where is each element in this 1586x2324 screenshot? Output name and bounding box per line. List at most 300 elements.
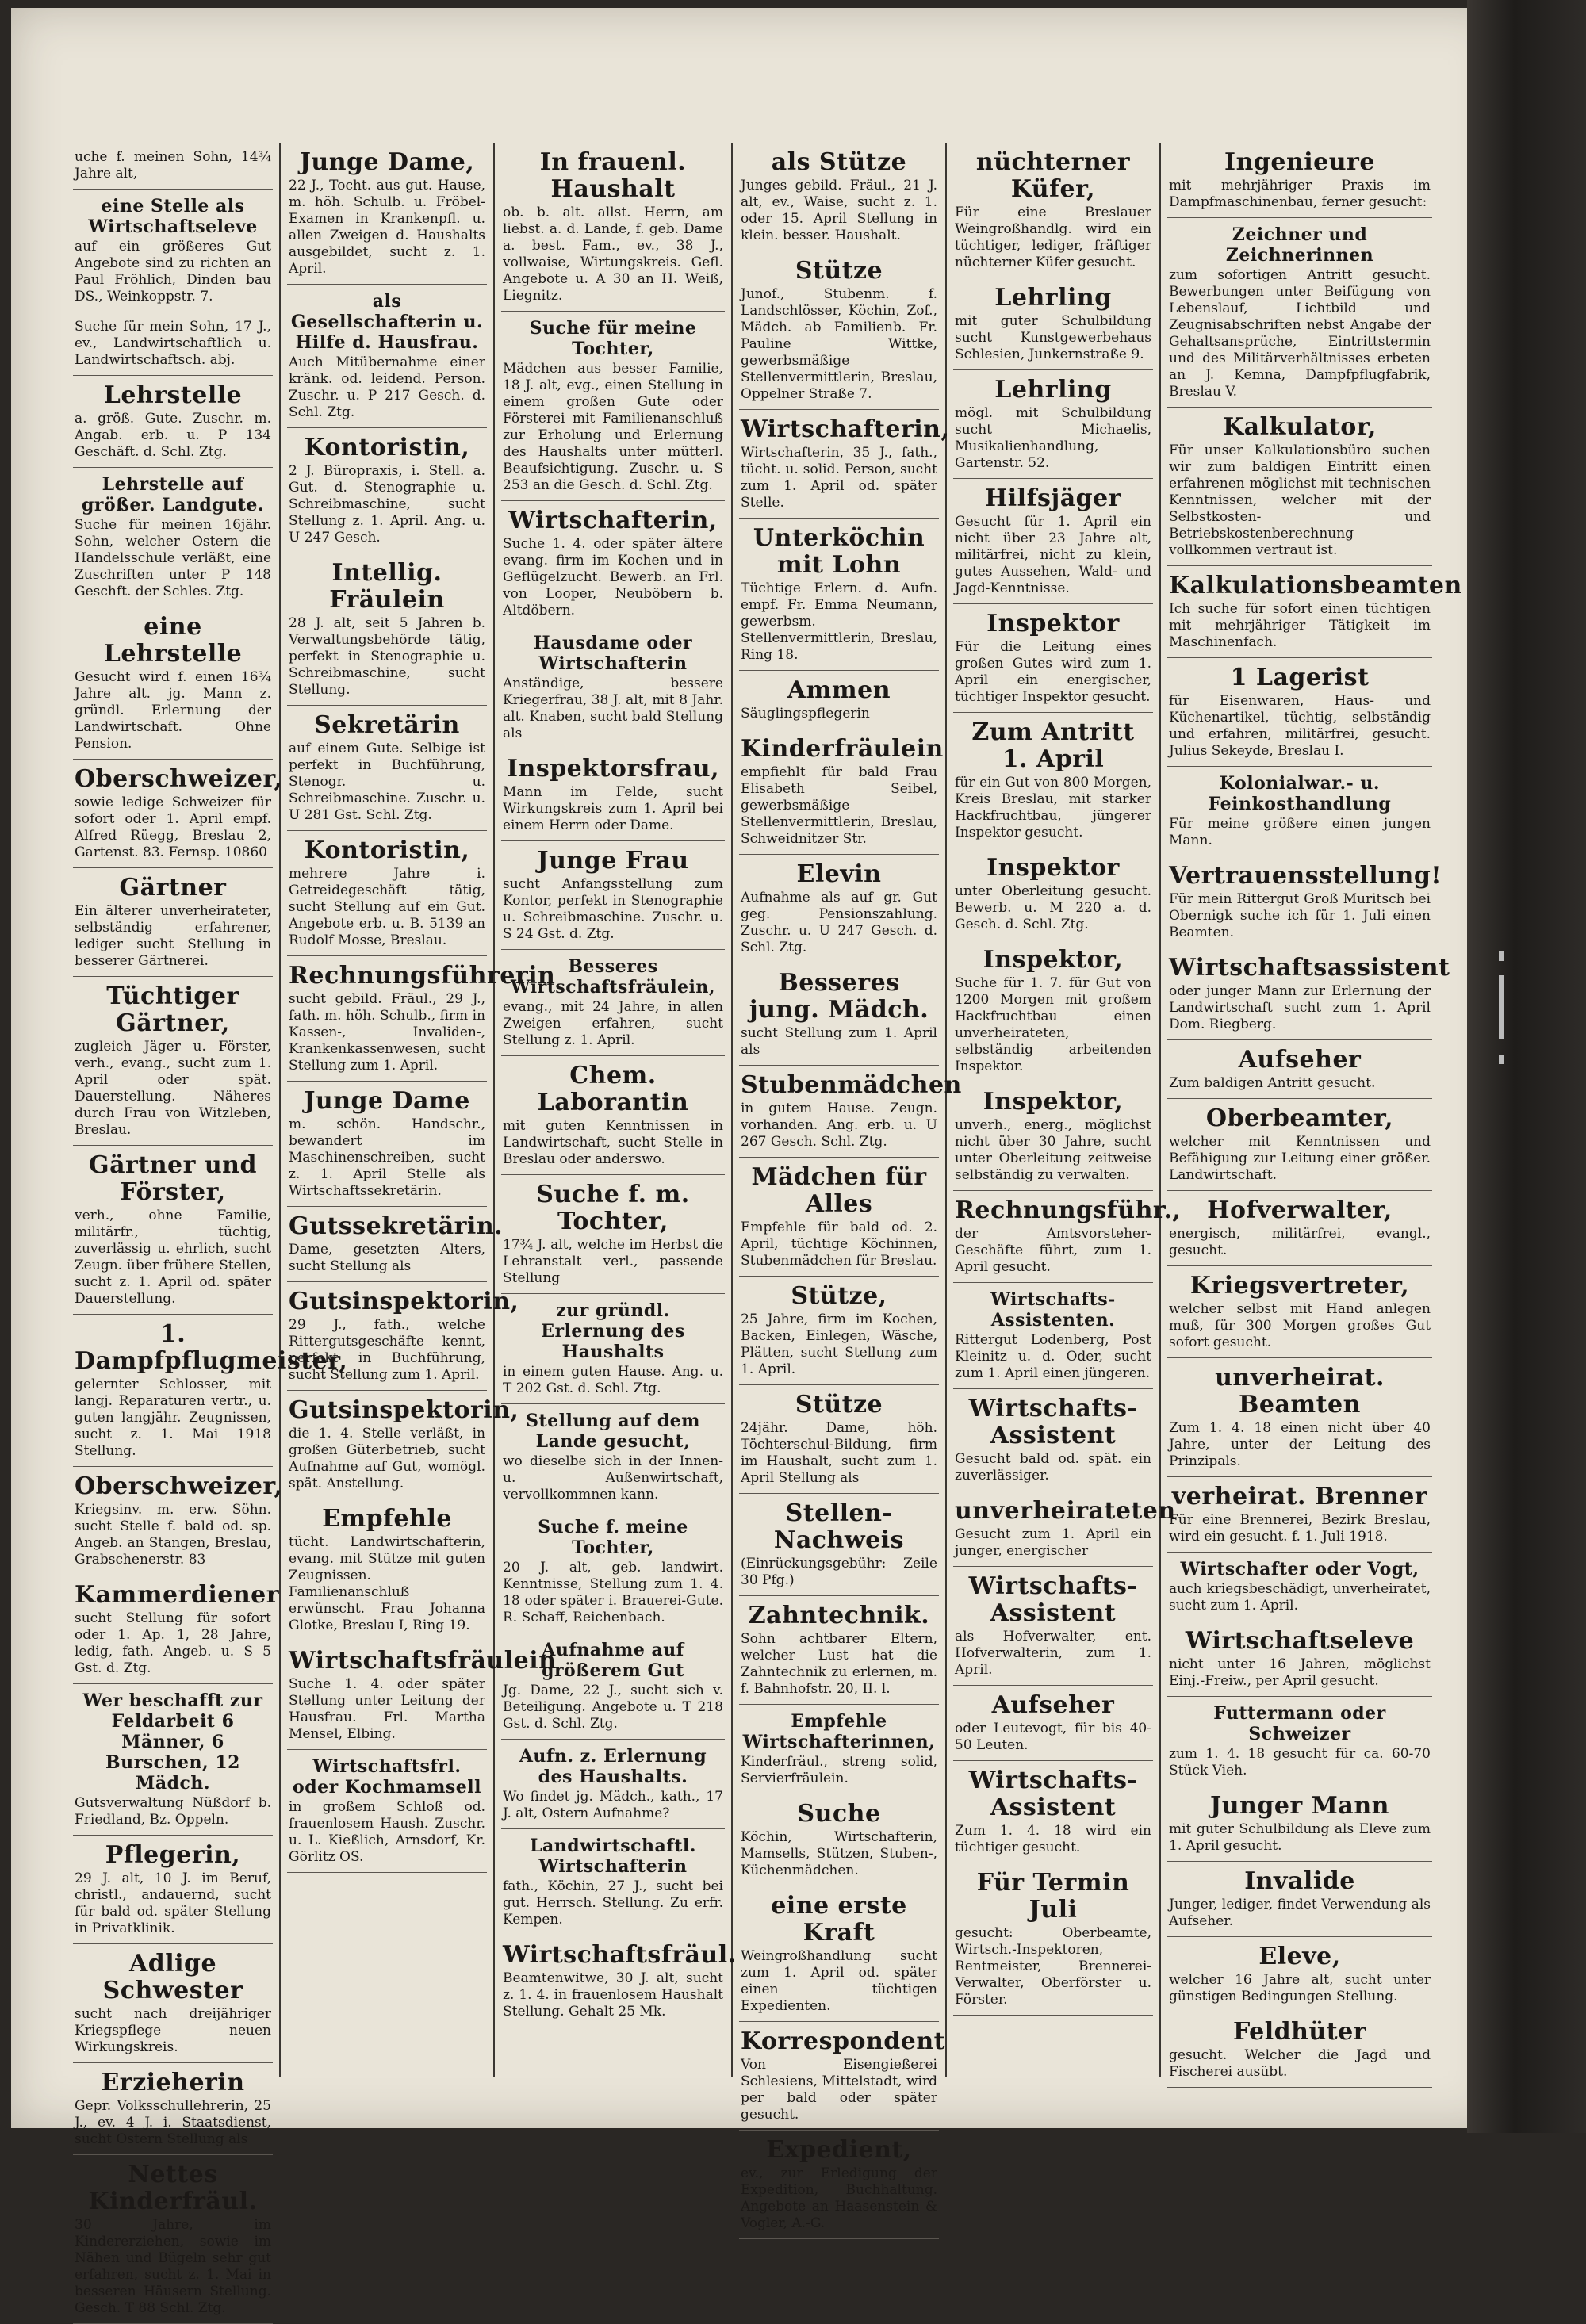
classified-ad [287, 143, 487, 285]
ad-body: Junges gebild. Fräul., 21 J. alt, ev., Waise, sucht z. 1. oder 15. April Stellung in klein. besser. Haushalt. [741, 178, 937, 243]
ad-body: wo dieselbe sich in der Innen- u. Außenwirtschaft, vervollkommnen kann. [503, 1453, 723, 1503]
ad-heading: Rechnungsführerin [289, 962, 556, 990]
ad-heading: 1 Lagerist [1230, 664, 1370, 691]
ad-body: verh., ohne Familie, militärfr., tüchtig, zuverlässig u. ehrlich, sucht Zeugn. über frühere Stellen, sucht z. 1. April od. später Dauerstellung. [75, 1208, 271, 1307]
ad-heading: als Stütze [771, 148, 907, 176]
ad-heading: Pflegerin, [105, 1841, 241, 1869]
ad-heading: Hilfsjäger [984, 484, 1122, 512]
ad-heading: Gutsinspektorin, [289, 1396, 519, 1424]
classified-ad [1167, 1697, 1432, 1786]
classified-ad [739, 1705, 939, 1794]
ad-body: sowie ledige Schweizer für sofort oder 1. April empf. Alfred Rüegg, Breslau 2, Gartenst. 83. Fernsp. 10860 [75, 794, 271, 860]
ad-body: sucht Stellung zum 1. April als [741, 1025, 937, 1058]
ad-heading: Wirtschaftsfrl. oder Kochmamsell [293, 1756, 481, 1798]
ad-heading: Suche für meine Tochter, [529, 318, 697, 359]
ad-heading: Suche f. m. Tochter, [536, 1181, 690, 1235]
newspaper-page [11, 8, 1500, 2316]
ad-body: Suche 1. 4. oder später ältere evang. firm im Kochen und in Geflügelzucht. Bewerb. an Frl. von Looper, Neuböbern b. Altdöbern. [503, 536, 723, 618]
ad-heading: Expedient, [766, 2136, 912, 2164]
ad-heading: Empfehle Wirtschafterinnen, [742, 1711, 936, 1752]
ad-body: die 1. 4. Stelle verläßt, in großen Güterbetrieb, sucht Aufnahme auf Gut, womögl. spät. Anstellung. [289, 1426, 485, 1491]
ad-heading: Mädchen für Alles [751, 1163, 927, 1218]
classified-ad [287, 831, 487, 956]
ad-heading: Stubenmädchen [741, 1071, 962, 1099]
ad-heading: Nettes Kinderfräul. [88, 2161, 258, 2215]
ad-heading: Feldhüter [1233, 2018, 1366, 2046]
classified-ad [501, 749, 725, 841]
ad-heading: unverheirat. Beamten [1215, 1364, 1385, 1419]
ad-heading: Tüchtiger Gärtner, [106, 982, 239, 1037]
ad-heading: Junge Dame, [299, 148, 475, 176]
ad-heading: Wirtschafter oder Vogt, [1180, 1559, 1419, 1579]
ad-body: m. schön. Handschr., bewandert im Maschinenschreiben, sucht z. 1. April Stelle als Wirtschaftssekretärin. [289, 1116, 485, 1199]
classified-ad [739, 729, 944, 855]
column-4 [733, 143, 962, 2231]
ad-body: Mann im Felde, sucht Wirkungskreis zum 1. April bei einem Herrn oder Dame. [503, 784, 723, 833]
ad-heading: Zum Antritt 1. April [971, 718, 1135, 773]
classified-ad [1167, 566, 1462, 658]
classified-ad [953, 479, 1153, 604]
ad-body: 29 J., fath., welche Rittergutsgeschäfte kennt, perfekt in Buchführung, sucht Stellung zum 1. April. [289, 1317, 485, 1383]
column-1 [67, 143, 348, 2316]
ad-heading: Wirtschafts-Assistent [968, 1572, 1138, 1627]
ad-heading: Kinderfräulein [741, 735, 944, 763]
ad-heading: Gutssekretärin. [289, 1212, 504, 1240]
ad-heading: Besseres jung. Mädch. [749, 969, 929, 1024]
classified-ad [739, 1596, 939, 1705]
ad-body: oder Leutevogt, für bis 40-50 Leuten. [955, 1721, 1151, 1753]
classified-ad [953, 1283, 1153, 1389]
ad-heading: Lehrling [994, 284, 1112, 312]
ad-heading: Korrespondent [741, 2027, 946, 2055]
ad-body: Beamtenwitwe, 30 J. alt, sucht z. 1. 4. in frauenlosem Haushalt Stellung. Gehalt 25 Mk. [503, 1970, 723, 2020]
classified-ad [1167, 1099, 1432, 1191]
classified-ad [73, 143, 273, 190]
classified-ad [1167, 1191, 1432, 1266]
classified-ad [1167, 2012, 1432, 2088]
classified-ad [953, 1389, 1153, 1491]
classified-ad [73, 1836, 273, 1944]
ad-heading: Gärtner und Förster, [89, 1151, 257, 1206]
ad-heading: Wer beschafft zur Feldarbeit 6 Männer, 6 Burschen, 12 Mädch. [82, 1690, 263, 1794]
ad-body: Suche 1. 4. oder später Stellung unter Leitung der Hausfrau. Frl. Martha Mensel, Elbing. [289, 1676, 485, 1742]
ad-heading: nüchterner Küfer, [975, 148, 1131, 203]
ad-body: sucht nach dreijähriger Kriegspflege neuen Wirkungskreis. [75, 2006, 271, 2055]
classified-ad [953, 278, 1153, 370]
classified-ad [1167, 1786, 1432, 1862]
classified-ad [287, 285, 487, 428]
ad-body: mit guten Kenntnissen in Landwirtschaft, sucht Stelle in Breslau oder anderswo. [503, 1118, 723, 1167]
ad-body: tücht. Landwirtschafterin, evang. mit Stütze mit guten Zeugnissen. Familienanschluß erwünscht. Frau Johanna Glotke, Breslau I, Ring 19. [289, 1534, 485, 1633]
classified-ad [739, 143, 939, 251]
classified-ad [953, 1761, 1153, 1863]
ad-body: Zum 1. 4. 18 wird ein tüchtiger gesucht. [955, 1823, 1151, 1855]
ad-body: als Hofverwalter, ent. Hofverwalterin, zum 1. April. [955, 1629, 1151, 1678]
ad-heading: Junger Mann [1210, 1792, 1389, 1820]
ad-heading: Lehrling [994, 376, 1112, 404]
ad-heading: Invalide [1244, 1867, 1355, 1895]
ad-body: Zum 1. 4. 18 einen nicht über 40 Jahre, unter der Leitung des Prinzipals. [1169, 1420, 1431, 1469]
ad-body: 30 Jahre, im Kindererziehen, sowie im Nähen und Bügeln sehr gut erfahren, sucht z. 1. Mai in besseren Häusern Stellung. Gesch. T 88 Schl. Ztg. [75, 2217, 271, 2316]
ad-body: 25 Jahre, firm im Kochen, Backen, Einlegen, Wäsche, Plätten, sucht Stellung zum 1. April. [741, 1311, 937, 1377]
column-5 [947, 143, 1182, 2077]
ad-body: Ein älterer unverheirateter, selbständig erfahrener, lediger sucht Stellung in besserer Gärtnerei. [75, 903, 271, 969]
ad-heading: Wirtschaftsfräul. [503, 1941, 737, 1969]
ad-body: a. größ. Gute. Zuschr. m. Angab. erb. u. P 134 Geschäft. d. Schl. Ztg. [75, 411, 271, 460]
ad-heading: Kalkulationsbeamten [1169, 572, 1462, 599]
ad-heading: Suche [797, 1800, 881, 1828]
classified-ad [739, 1794, 939, 1886]
ad-body: Tüchtige Erlern. d. Aufn. empf. Fr. Emma Neumann, gewerbsm. Stellenvermittlerin, Breslau, Ring 18. [741, 580, 937, 663]
ad-body: Gesucht bald od. spät. ein zuverlässiger. [955, 1451, 1151, 1484]
classified-ad [739, 1158, 939, 1277]
classified-ad [953, 143, 1153, 278]
ad-body: Von Eisengießerei Schlesiens, Mittelstadt, wird per bald oder später gesucht. [741, 2057, 937, 2123]
ad-heading: Erzieherin [101, 2069, 245, 2096]
classified-ad [953, 1491, 1176, 1567]
ad-heading: 1. Dampfpflugmeister, [75, 1320, 348, 1375]
classified-ad [287, 1282, 519, 1391]
ad-body: mit mehrjähriger Praxis im Dampfmaschinenbau, ferner gesucht: [1169, 178, 1431, 210]
classified-ad [1167, 658, 1432, 767]
classified-ad [739, 1886, 939, 2022]
classified-ad [73, 1467, 283, 1575]
ad-body: 20 J. alt, geb. landwirt. Kenntnisse, Stellung zum 1. 4. 18 oder später i. Brauerei-Gute. R. Schaff, Reichenbach. [503, 1560, 723, 1625]
ad-body: oder junger Mann zur Erlernung der Landwirtschaft sucht zum 1. April Dom. Riegberg. [1169, 983, 1431, 1032]
classified-ads-grid [67, 143, 1462, 2316]
ad-body: Für mein Rittergut Groß Muritsch bei Obernigk suche ich für 1. Juli einen Beamten. [1169, 891, 1431, 940]
classified-ad [1167, 1040, 1432, 1099]
ad-heading: Wirtschafts-Assistent [968, 1395, 1138, 1449]
classified-ad [287, 706, 487, 831]
ad-body: mögl. mit Schulbildung sucht Michaelis, Musikalienhandlung, Gartenstr. 52. [955, 405, 1151, 471]
classified-ad [1167, 856, 1442, 948]
ad-body: sucht Anfangsstellung zum Kontor, perfekt in Stenographie u. Schreibmaschine. Zuschr. u. S 24 Gst. d. Ztg. [503, 876, 723, 942]
ad-heading: Hofverwalter, [1207, 1196, 1393, 1224]
ad-heading: Inspektor [986, 610, 1120, 637]
ad-body: nicht unter 16 Jahren, möglichst Einj.-Freiw., per April gesucht. [1169, 1656, 1431, 1689]
ad-heading: Empfehle [322, 1505, 452, 1533]
ad-body: 17¾ J. alt, welche im Herbst die Lehranstalt verl., passende Stellung [503, 1237, 723, 1286]
classified-ad [1167, 1862, 1432, 1937]
ad-heading: Inspektor [986, 854, 1120, 882]
ad-body: Für meine größere einen jungen Mann. [1169, 816, 1431, 848]
column-3 [495, 143, 737, 2077]
ad-body: Für eine Brennerei, Bezirk Breslau, wird ein gesucht. f. 1. Juli 1918. [1169, 1512, 1431, 1545]
ad-body: Dame, gesetzten Alters, sucht Stellung als [289, 1242, 485, 1274]
ad-body: der Amtsvorsteher-Geschäfte führt, zum 1. April gesucht. [955, 1226, 1151, 1275]
classified-ad [953, 1191, 1182, 1283]
ad-heading: Für Termin Juli [976, 1869, 1130, 1924]
classified-ad [501, 143, 725, 312]
classified-ad [287, 1391, 519, 1499]
ad-body: fath., Köchin, 27 J., sucht bei gut. Herrsch. Stellung. Zu erfr. Kempen. [503, 1878, 723, 1928]
ad-body: mehrere Jahre i. Getreidegeschäft tätig, sucht Stellung auf ein Gut. Angebote erb. u. B. 5139 an Rudolf Mosse, Breslau. [289, 866, 485, 948]
ad-body: Gesucht wird f. einen 16¾ Jahre alt. jg. Mann z. gründl. Erlernung der Landwirtschaft. Ohne Pension. [75, 669, 271, 752]
ad-body: gesucht: Oberbeamte, Wirtsch.-Inspektoren, Rentmeister, Brennerei-Verwalter, Oberförster u. Förster. [955, 1925, 1151, 2008]
ad-heading: In frauenl. Haushalt [539, 148, 687, 203]
ad-body: empfiehlt für bald Frau Elisabeth Seibel, gewerbsmäßige Stellenvermittlerin, Breslau, Schweidnitzer Str. [741, 764, 937, 847]
ad-body: unter Oberleitung gesucht. Bewerb. u. M 220 a. d. Gesch. d. Schl. Ztg. [955, 883, 1151, 932]
ad-heading: zur gründl. Erlernung des Haushalts [541, 1300, 685, 1362]
ad-heading: Stellen-Nachweis [773, 1499, 905, 1554]
ad-body: zum 1. 4. 18 gesucht für ca. 60-70 Stück Vieh. [1169, 1746, 1431, 1778]
ad-heading: Kontoristin, [304, 837, 470, 864]
classified-ad [1167, 143, 1432, 218]
classified-ad [739, 963, 939, 1066]
classified-ad [739, 671, 939, 729]
ad-heading: Chem. Laborantin [537, 1062, 689, 1116]
classified-ad [287, 956, 556, 1082]
ad-body: auf einem Gute. Selbige ist perfekt in Buchführung, Stenogr. u. Schreibmaschine. Zuschr. u. U 281 Gst. Schl. Ztg. [289, 741, 485, 823]
ad-heading: Kriegsvertreter, [1190, 1272, 1410, 1300]
ad-body: 2 J. Büropraxis, i. Stell. a. Gut. d. Stenographie u. Schreibmaschine, sucht Stellung z. 1. April. Ang. u. U 247 Gesch. [289, 463, 485, 546]
spine-mark [1499, 975, 1504, 1039]
ad-body: auch kriegsbeschädigt, unverheiratet, sucht zum 1. April. [1169, 1581, 1431, 1614]
classified-ad [73, 760, 283, 868]
ad-body: Suche für 1. 7. für Gut von 1200 Morgen mit großem Hackfruchtbau einen unverheirateten, selbständig arbeitenden Inspektor. [955, 975, 1151, 1074]
classified-ad [501, 1056, 725, 1175]
ad-heading: Adlige Schwester [102, 1950, 243, 2004]
ad-heading: Wirtschafterin, [741, 415, 950, 443]
ad-body: gelernter Schlosser, mit langj. Reparaturen vertr., u. guten langjähr. Zeugnissen, sucht z. 1. Mai 1918 Stellung. [75, 1376, 271, 1459]
ad-heading: Besseres Wirtschaftsfräulein, [510, 956, 716, 997]
ad-body: Aufnahme als auf gr. Gut geg. Pensionszahlung. Zuschr. u. U 247 Gesch. d. Schl. Ztg. [741, 890, 937, 955]
ad-heading: Zeichner und Zeichnerinnen [1225, 224, 1374, 266]
ad-body: Jg. Dame, 22 J., sucht sich v. Beteiligung. Angebote u. T 218 Gst. d. Schl. Ztg. [503, 1683, 723, 1732]
classified-ad [73, 190, 273, 312]
ad-body: zum sofortigen Antritt gesucht. Bewerbungen unter Beifügung von Lebenslauf, Lichtbild und Zeugnisabschriften nebst Angabe der Gehaltsansprüche, Eintrittstermin und des Militärverhältnisses erbeten an J. Kemna, Dampfpflugfabrik, Breslau V. [1169, 267, 1431, 400]
classified-ad [73, 2063, 273, 2155]
classified-ad [501, 1633, 725, 1740]
classified-ad [953, 1686, 1153, 1761]
classified-ad [1167, 1477, 1432, 1553]
ad-body: Wirtschafterin, 35 J., fath., tücht. u. solid. Person, sucht zum 1. April od. später Stelle. [741, 445, 937, 511]
ad-heading: Aufn. z. Erlernung des Haushalts. [519, 1746, 707, 1787]
ad-body: Suche für mein Sohn, 17 J., ev., Landwirtschaftlich u. Landwirtschaftsch. abj. [75, 319, 271, 368]
ad-body: sucht Stellung für sofort oder 1. Ap. 1, 28 Jahre, ledig, fath. Angeb. u. S 5 Gst. d. Ztg. [75, 1610, 271, 1676]
classified-ad [501, 841, 725, 950]
classified-ad [287, 1641, 557, 1750]
classified-ad [501, 501, 725, 626]
ad-body: energisch, militärfrei, evangl., gesucht. [1169, 1226, 1431, 1258]
ad-heading: Elevin [796, 860, 882, 888]
classified-ad [739, 2022, 946, 2131]
classified-ad [739, 1277, 939, 1385]
ad-body: 22 J., Tocht. aus gut. Hause, m. höh. Schulb. u. Fröbel-Examen in Krankenpfl. u. allen Zweigen d. Haushalts ausgebildet, sucht z. 1. April. [289, 178, 485, 277]
ad-heading: eine Stelle als Wirtschaftseleve [88, 196, 258, 237]
ad-heading: Aufseher [991, 1691, 1115, 1719]
classified-ad [953, 1863, 1153, 2016]
ad-body: mit guter Schulbildung sucht Kunstgewerbehaus Schlesien, Junkernstraße 9. [955, 313, 1151, 362]
ad-heading: Inspektorsfrau, [506, 755, 720, 783]
classified-ad [1167, 408, 1432, 566]
ad-body: uche f. meinen Sohn, 14¾ Jahre alt, [75, 149, 271, 182]
ad-body: Mädchen aus besser Familie, 18 J. alt, evg., einen Stellung in einem großen Gute oder Försterei mit Familienanschluß zur Erholung und Erlernung des Haushalts unter mütterl. Beaufsichtigung. Zuschr. u. S 253 an die Gesch. d. Schl. Ztg. [503, 361, 723, 493]
ad-heading: Oberschweizer, [75, 1472, 283, 1500]
ad-heading: verheirat. Brenner [1171, 1483, 1428, 1510]
classified-ad [501, 1294, 725, 1404]
classified-ad [501, 1740, 725, 1829]
ad-body: Säuglingspflegerin [741, 706, 870, 722]
ad-heading: Wirtschafterin, [508, 507, 718, 534]
ad-heading: Aufnahme auf größerem Gut [542, 1640, 684, 1681]
classified-ad [287, 553, 487, 706]
ad-body: Kriegsinv. m. erw. Söhn. sucht Stelle f. bald od. sp. Angeb. an Stangen, Breslau, Grabschenerstr. 83 [75, 1502, 271, 1568]
classified-ad [501, 312, 725, 501]
classified-ad [287, 1499, 487, 1641]
classified-ad [73, 1575, 280, 1684]
ad-body: 29 J. alt, 10 J. im Beruf, christl., andauernd, sucht für bald od. später Stellung in Privatklinik. [75, 1870, 271, 1936]
ad-heading: als Gesellschafterin u. Hilfe d. Hausfrau. [290, 291, 484, 353]
classified-ad [953, 370, 1153, 479]
ad-heading: Eleve, [1258, 1943, 1341, 1970]
ad-body: zugleich Jäger u. Förster, verh., evang., sucht zum 1. April oder spät. Dauerstellung. Näheres durch Frau von Witzleben, Breslau. [75, 1039, 271, 1138]
classified-ad [501, 1404, 725, 1510]
book-spine [1467, 0, 1586, 2133]
ad-body: Rittergut Lodenberg, Post Kleinitz u. d. Oder, sucht zum 1. April einen jüngeren. [955, 1332, 1151, 1381]
ad-heading: Wirtschaftsassistent [1169, 954, 1450, 982]
classified-ad [739, 251, 939, 410]
ad-heading: Unterköchin mit Lohn [753, 524, 925, 579]
ad-heading: eine erste Kraft [771, 1892, 907, 1947]
ad-heading: Junge Dame [304, 1087, 470, 1115]
ad-body: 24jähr. Dame, höh. Töchterschul-Bildung, firm im Haushalt, sucht zum 1. April Stellung als [741, 1420, 937, 1486]
ad-heading: Stellung auf dem Lande gesucht, [526, 1411, 700, 1452]
ad-body: welcher mit Kenntnissen und Befähigung zur Leitung einer größer. Landwirtschaft. [1169, 1134, 1431, 1183]
classified-ad [73, 607, 273, 760]
ad-body: Weingroßhandlung sucht zum 1. April od. später einen tüchtigen Expedienten. [741, 1948, 937, 2014]
ad-body: Sohn achtbarer Eltern, welcher Lust hat die Zahntechnik zu erlernen, m. f. Bahnhofstr. 20, II. l. [741, 1631, 937, 1697]
ad-body: für ein Gut von 800 Morgen, Kreis Breslau, mit starker Hackfruchtbau, jüngerer Inspektor gesucht. [955, 775, 1151, 840]
classified-ad [953, 1082, 1153, 1191]
classified-ad [1167, 218, 1432, 408]
classified-ad [73, 868, 273, 977]
classified-ad [953, 940, 1153, 1082]
classified-ad [73, 977, 273, 1146]
classified-ad [1167, 948, 1450, 1040]
classified-ad [953, 604, 1153, 713]
ad-body: ev., zur Erledigung der Expedition, Buchhaltung. Angebote an Haasenstein & Vogler, A.-G. [741, 2165, 937, 2231]
ad-body: unverh., energ., möglichst nicht über 30 Jahre, sucht unter Oberleitung zeitweise selbständig zu verwalten. [955, 1117, 1151, 1183]
ad-body: in gutem Hause. Zeugn. vorhanden. Ang. erb. u. U 267 Gesch. Schl. Ztg. [741, 1101, 937, 1150]
ad-heading: Stütze, [791, 1282, 887, 1310]
classified-ad [1167, 1937, 1432, 2012]
classified-ad [287, 428, 487, 553]
classified-ad [73, 1315, 348, 1467]
ad-heading: Lehrstelle auf größer. Landgute. [81, 474, 265, 515]
ad-body: Für unser Kalkulationsbüro suchen wir zum baldigen Eintritt einen erfahrenen möglichst mit technischen Kenntnissen, welcher mit der Selbstkosten- und Betriebskostenberechnung vollkommen vertraut ist. [1169, 442, 1431, 558]
ad-heading: Rechnungsführ., [955, 1196, 1182, 1224]
ad-body: Köchin, Wirtschafterin, Mamsells, Stützen, Stuben-, Küchenmädchen. [741, 1829, 937, 1878]
ad-heading: Gutsinspektorin, [289, 1288, 519, 1315]
ad-body: Anständige, bessere Kriegerfrau, 38 J. alt, mit 8 Jahr. alt. Knaben, sucht bald Stellung als [503, 676, 723, 741]
ad-body: Suche für meinen 16jähr. Sohn, welcher Ostern die Handelsschule verläßt, eine Zuschriften unter P 148 Geschft. der Schles. Ztg. [75, 517, 271, 599]
classified-ad [1167, 1358, 1432, 1477]
ad-body: welcher selbst mit Hand anlegen muß, für 300 Morgen großes Gut sofort gesucht. [1169, 1301, 1431, 1350]
ad-heading: Kammerdiener [75, 1581, 280, 1609]
ad-heading: Kolonialwar.- u. Feinkosthandlung [1208, 773, 1392, 814]
ad-body: 28 J. alt, seit 5 Jahren b. Verwaltungsbehörde tätig, perfekt in Stenographie u. Schreibmaschine, sucht Stellung. [289, 615, 485, 698]
ad-body: Wo findet jg. Mädch., kath., 17 J. alt, Ostern Aufnahme? [503, 1789, 723, 1821]
classified-ad [287, 1207, 504, 1282]
ad-body: Gutsverwaltung Nüßdorf b. Friedland, Bz. Oppeln. [75, 1795, 271, 1828]
ad-heading: Aufseher [1238, 1046, 1362, 1074]
ad-heading: Futtermann oder Schweizer [1213, 1703, 1386, 1744]
ad-heading: Wirtschaftseleve [1185, 1627, 1415, 1655]
ad-body: Für eine Breslauer Weingroßhandlg. wird ein tüchtiger, lediger, fräftiger nüchterner Küfer gesucht. [955, 205, 1151, 270]
classified-ad [1167, 1266, 1432, 1358]
column-2 [281, 143, 557, 2077]
ad-body: Gepr. Volksschullehrerin, 25 J., ev. 4 J. i. Staatsdienst, sucht Ostern Stellung als [75, 2098, 271, 2147]
ad-heading: Intellig. Fräulein [329, 559, 445, 614]
classified-ad [739, 1494, 939, 1596]
classified-ad [739, 519, 939, 671]
spine-mark [1499, 1055, 1504, 1064]
classified-ad [953, 1567, 1153, 1686]
ad-body: Auch Mitübernahme einer kränk. od. leidend. Person. Zuschr. u. P 217 Gesch. d. Schl. Ztg. [289, 354, 485, 420]
ad-body: welcher 16 Jahre alt, sucht unter günstigen Bedingungen Stellung. [1169, 1972, 1431, 2004]
ad-heading: Sekretärin [314, 711, 460, 739]
ad-body: Gesucht zum 1. April ein junger, energischer [955, 1526, 1151, 1559]
classified-ad [73, 1944, 273, 2063]
classified-ad [739, 1066, 962, 1158]
classified-ad [501, 950, 725, 1056]
classified-ad [1167, 1621, 1432, 1697]
ad-body: Junger, lediger, findet Verwendung als Aufseher. [1169, 1897, 1431, 1929]
ad-heading: Gärtner [119, 874, 227, 902]
ad-body: in großem Schloß od. frauenlosem Haush. Zuschr. u. L. Kießlich, Arnsdorf, Kr. Görlitz OS. [289, 1799, 485, 1865]
classified-ad [1167, 767, 1432, 856]
classified-ad [739, 1385, 939, 1494]
spine-mark [1499, 951, 1504, 961]
ad-heading: Zahntechnik. [748, 1602, 930, 1629]
ad-heading: Junge Frau [537, 847, 689, 875]
classified-ad [287, 1082, 487, 1207]
classified-ad [287, 1750, 487, 1873]
ad-body: Für die Leitung eines großen Gutes wird zum 1. April ein energischer, tüchtiger Inspektor gesucht. [955, 639, 1151, 705]
ad-body: in einem guten Hause. Ang. u. T 202 Gst. d. Schl. Ztg. [503, 1364, 723, 1396]
classified-ad [73, 1684, 273, 1836]
classified-ad [501, 1935, 737, 2027]
ad-body: Empfehle für bald od. 2. April, tüchtige Köchinnen, Stubenmädchen für Breslau. [741, 1219, 937, 1269]
ad-heading: Landwirtschaftl. Wirtschafterin [530, 1836, 696, 1877]
ad-body: Kinderfräul., streng solid, Servierfräulein. [741, 1754, 937, 1786]
classified-ad [501, 626, 725, 749]
classified-ad [73, 312, 273, 376]
classified-ad [73, 468, 273, 607]
classified-ad [73, 376, 273, 468]
ad-heading: Oberbeamter, [1205, 1105, 1394, 1132]
ad-heading: Wirtschafts-Assistenten. [990, 1289, 1116, 1330]
ad-heading: Kontoristin, [304, 434, 470, 461]
ad-heading: Wirtschaftsfräulein [289, 1647, 557, 1675]
classified-ad [73, 2155, 273, 2324]
classified-ad [739, 855, 939, 963]
ad-heading: Inspektor, [983, 946, 1124, 974]
column-6 [1161, 143, 1462, 2080]
ad-body: Junof., Stubenm. f. Landschlösser, Köchin, Zof., Mädch. ab Familienb. Fr. Pauline Wittke, gewerbsmäßige Stellenvermittlerin, Breslau, Oppelner Straße 7. [741, 286, 937, 402]
ad-body: auf ein größeres Gut Angebote sind zu richten an Paul Fröhlich, Dinden bau DS., Weinkoppstr. 7. [75, 239, 271, 304]
ad-heading: Lehrstelle [103, 381, 243, 409]
classified-ad [501, 1175, 725, 1294]
ad-body: sucht gebild. Fräul., 29 J., fath. m. höh. Schulb., firm in Kassen-, Invaliden-, Krankenkassenwesen, sucht Stellung zum 1. April. [289, 991, 485, 1074]
ad-heading: Stütze [795, 257, 883, 285]
classified-ad [501, 1510, 725, 1633]
ad-body: für Eisenwaren, Haus- und Küchenartikel, tüchtig, selbständig und erfahren, militärfrei, gesucht. Julius Sekeyde, Breslau I. [1169, 693, 1431, 759]
ad-body: gesucht. Welcher die Jagd und Fischerei ausübt. [1169, 2047, 1431, 2080]
ad-heading: Oberschweizer, [75, 765, 283, 793]
